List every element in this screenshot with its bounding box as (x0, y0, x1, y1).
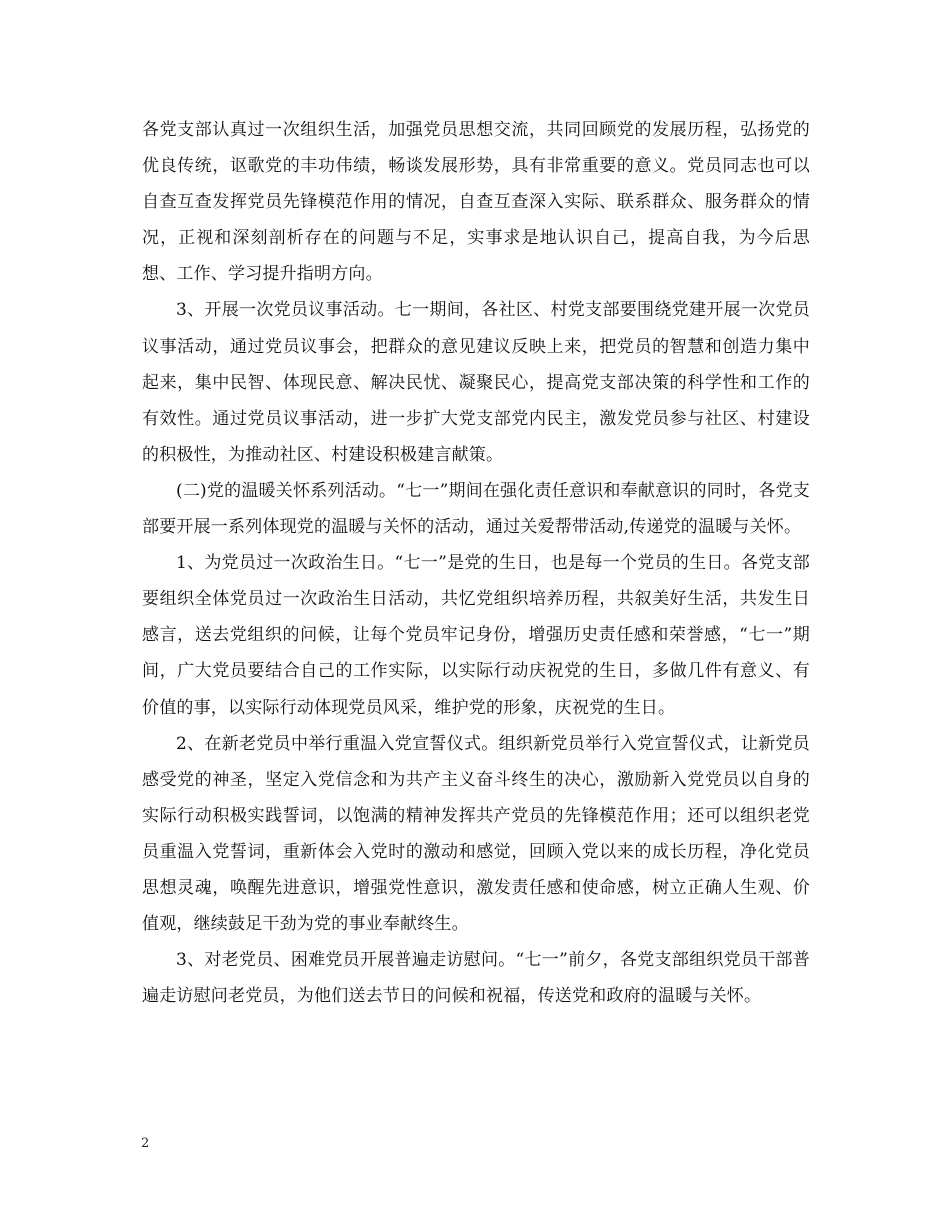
paragraph-political-birthday: 1、为党员过一次政治生日。“七一”是党的生日，也是每一个党员的生日。各党支部要组织全体党员过一次政治生日活动，共忆党组织培养历程，共叙美好生活，共发生日感言，送去党组织的问候，让每个党员牢记身份，增强历史责任感和荣誉感，“七一”期间，广大党员要结合自己的工作实际，以实际行动庆祝党的生日，多做几件有意义、有价值的事，以实际行动体现党员风采，维护党的形象，庆祝党的生日。 (142, 553, 810, 718)
document-body (142, 112, 810, 1014)
paragraph-member-discussion: 3、开展一次党员议事活动。七一期间，各社区、村党支部要围绕党建开展一次党员议事活动，通过党员议事会，把群众的意见建议反映上来，把党员的智慧和创造力集中起来，集中民智、体现民意、解决民忧、凝聚民心，提高党支部决策的科学性和工作的有效性。通过党员议事活动，进一步扩大党支部党内民主，激发党员参与社区、村建设的积极性，为推动社区、村建设积极建言献策。 (142, 300, 810, 465)
paragraph-oath-ceremony: 2、在新老党员中举行重温入党宣誓仪式。组织新党员举行入党宣誓仪式，让新党员感受党的神圣，坚定入党信念和为共产主义奋斗终生的决心，激励新入党党员以自身的实际行动积极实践誓词，以饱满的精神发挥共产党员的先锋模范作用；还可以组织老党员重温入党誓词，重新体会入党时的激动和感觉，回顾入党以来的成长历程，净化党员思想灵魂，唤醒先进意识，增强党性意识，激发责任感和使命感，树立正确人生观、价值观，继续鼓足干劲为党的事业奉献终生。 (142, 733, 810, 935)
paragraph-warmth-care-heading: (二)党的温暖关怀系列活动。“七一”期间在强化责任意识和奉献意识的同时，各党支部要开展一系列体现党的温暖与关怀的活动，通过关爱帮带活动,传递党的温暖与关怀。 (142, 480, 810, 538)
paragraph-group-life: 各党支部认真过一次组织生活，加强党员思想交流，共同回顾党的发展历程，弘扬党的优良传统，讴歌党的丰功伟绩，畅谈发展形势，具有非常重要的意义。党员同志也可以自查互查发挥党员先锋模范作用的情况，自查互查深入实际、联系群众、服务群众的情况，正视和深刻剖析存在的问题与不足，实事求是地认识自己，提高自我，为今后思想、工作、学习提升指明方向。 (142, 120, 810, 285)
paragraph-visit-veterans: 3、对老党员、困难党员开展普遍走访慰问。“七一”前夕，各党支部组织党员干部普遍走访慰问老党员，为他们送去节日的问候和祝福，传送党和政府的温暖与关怀。 (142, 950, 810, 1007)
page-number: 2 (141, 1136, 150, 1151)
